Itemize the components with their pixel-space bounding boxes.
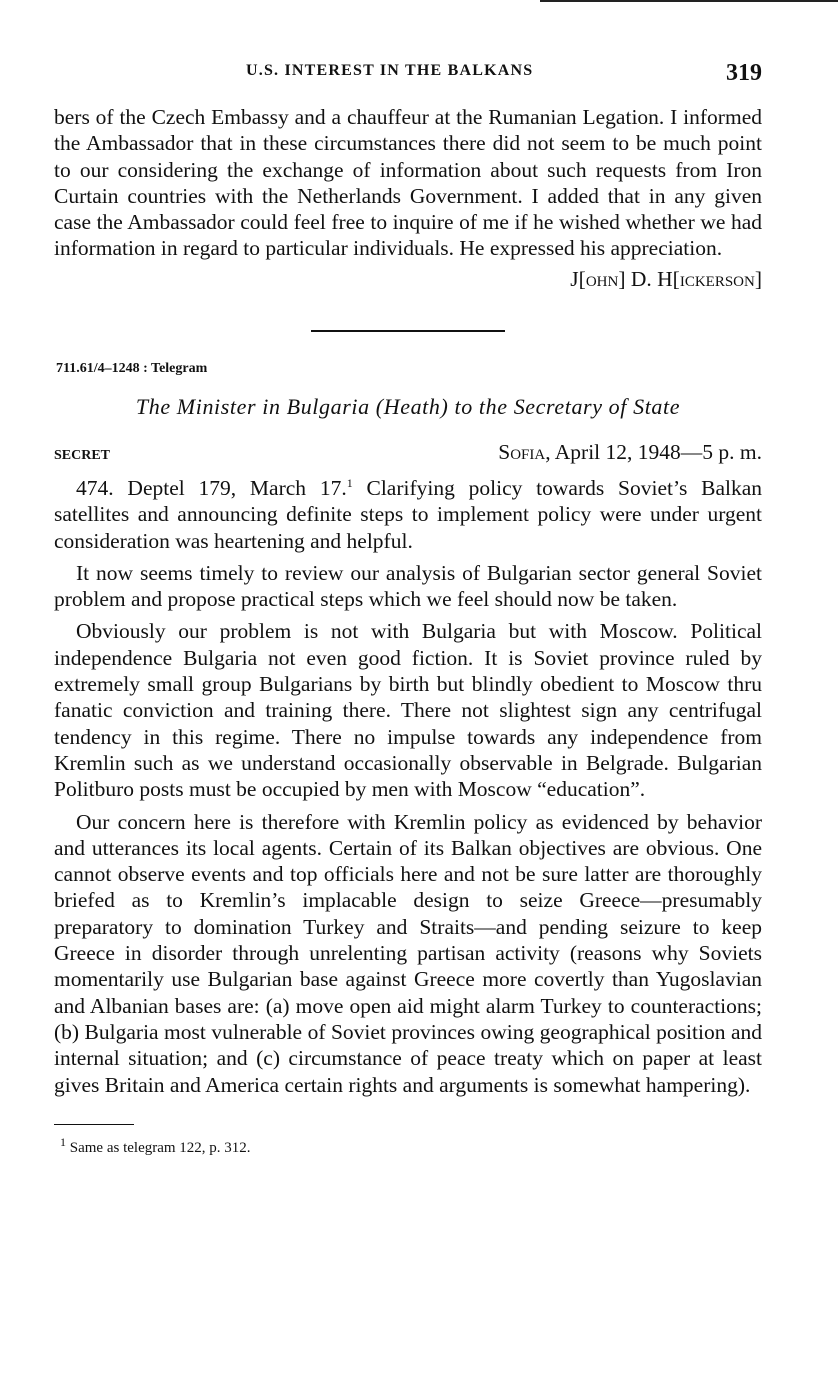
footnote-text: Same as telegram 122, p. 312. xyxy=(66,1139,251,1156)
classification-label: SECRET xyxy=(54,447,111,463)
footnote-marker: 1 xyxy=(60,1134,66,1149)
running-head: U.S. INTEREST IN THE BALKANS xyxy=(246,62,534,79)
page-body xyxy=(54,104,762,1161)
section-divider xyxy=(311,330,505,332)
dateline-date: , April 12, 1948—5 p. m. xyxy=(545,439,762,464)
signature-initial-j: J xyxy=(570,266,579,291)
footnote-rule xyxy=(54,1124,134,1125)
dateline xyxy=(498,439,762,465)
signature-initial-dh: D. H xyxy=(625,266,673,291)
document-title: The Minister in Bulgaria (Heath) to the Secretary of State xyxy=(135,394,681,420)
document-meta-line xyxy=(54,439,762,469)
signature-ohn: [ohn] xyxy=(578,266,626,291)
footnote xyxy=(60,1135,762,1161)
telegram-paragraph-4: Our concern here is therefore with Kremlin policy as evidenced by behavior and utterances its local agents. Certain of its Balkan objectives are obvious. One cannot observe events and top officials here and not be sure latter are thoroughly briefed as to Kremlin’s implacable design to seize Greece—presumably preparatory to domination Turkey and Straits—and pending seizure to keep Greece in disorder through unrelenting partisan activity (reasons why Soviets momentarily use Bulgarian base against Greece more covertly than Yugoslavian and Albanian bases are: (a) move open aid might alarm Turkey to counteractions; (b) Bulgaria most vulnerable of Soviet provinces owing geographical position and internal situation; and (c) circumstance of peace treaty which on paper at least gives Britain and America certain rights and arguments is somewhat hampering). xyxy=(54,809,762,1097)
telegram-paragraph-2: It now seems timely to review our analysis of Bulgarian sector general Soviet problem and propose practical steps which we feel should now be taken. xyxy=(54,560,762,612)
file-reference: 711.61/4–1248 : Telegram xyxy=(56,361,208,377)
signature xyxy=(54,266,762,292)
page-number: 319 xyxy=(726,60,762,86)
paragraph-1-lead: 474. Deptel 179, March 17. xyxy=(76,475,347,500)
top-edge-rule xyxy=(540,0,838,2)
continuation-paragraph: bers of the Czech Embassy and a chauffeur at the Rumanian Legation. I informed the Ambassador that in these circumstances there did not seem to be much point to our considering the exchange of information about such requests from Iron Curtain countries with the Netherlands Government. I added that in any given case the Ambassador could feel free to inquire of me if he wished whether we had information in regard to particular individuals. He expressed his appreciation. xyxy=(54,105,762,261)
dateline-place: Sofia xyxy=(498,439,546,464)
signature-ickerson: [ickerson] xyxy=(672,266,762,291)
footnote-reference: 1 xyxy=(346,475,353,490)
telegram-paragraph-1 xyxy=(54,475,762,554)
telegram-paragraph-3: Obviously our problem is not with Bulgaria but with Moscow. Political independence Bulgaria not even good fiction. It is Soviet province ruled by extremely small group Bulgarians by birth but blindly obedient to Moscow thru fanatic conviction and training there. There not slightest sign any centrifugal tendency in this regime. There no impulse towards any independence from Kremlin such as we understand occasionally observable in Belgrade. Bulgarian Politburo posts must be occupied by men with Moscow “education”. xyxy=(54,619,762,802)
paragraph-1-rest: Clarifying policy towards Soviet’s Balkan satellites and announcing definite steps to implement policy were under urgent consideration was heartening and helpful. xyxy=(54,475,763,553)
